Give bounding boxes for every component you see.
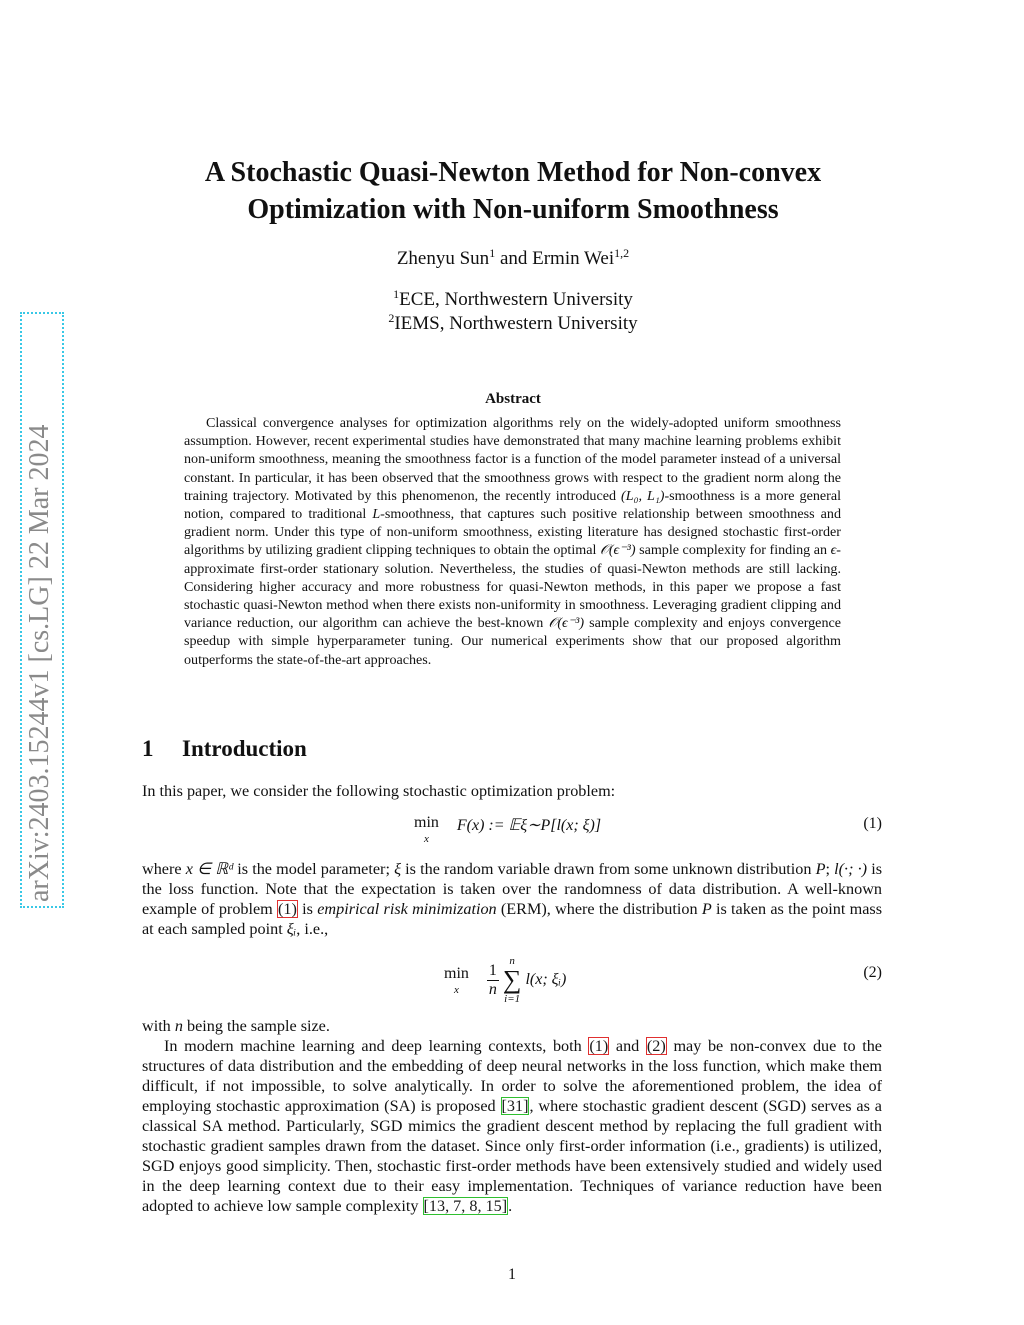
page-number: 1 xyxy=(508,1266,516,1283)
arxiv-stamp[interactable]: arXiv:2403.15244v1 [cs.LG] 22 Mar 2024 xyxy=(24,424,55,902)
citation-link[interactable]: [31] xyxy=(501,1097,529,1115)
abstract-heading: Abstract xyxy=(485,391,541,407)
author-separator: and xyxy=(495,248,533,269)
math-inline: 𝒪(ϵ⁻³) xyxy=(599,542,636,559)
equation-number: (1) xyxy=(863,815,882,832)
abstract-body: Classical convergence analyses for optimization algorithms rely on the widely-adopted uniform smoothness assumption. However, recent experimental studies have demonstrated that many machine learning problems exhibit non-uniform smoothness, meaning the smoothness factor is a function of the model parameter instead of a universal constant. In particular, it has been observed that the smoothness grows with respect to the gradient norm along the training trajectory. Motivated by this phenomenon, the recently introduced (L₀, L₁)-smoothness is a more general notion, compared to traditional L-smoothness, that captures such positive relationship between smoothness and gradient norm. Under this type of non-uniform smoothness, existing literature has designed stochastic first-order algorithms by utilizing gradient clipping techniques to obtain the optimal 𝒪(ϵ⁻³) sample complexity for finding an ϵ-approximate first-order stationary solution. Nevertheless, the studies of quasi-Newton methods are still lacking. Considering higher accuracy and more robustness for quasi-Newton methods, in this paper we propose a fast stochastic quasi-Newton method when there exists non-uniformity in smoothness. Leveraging gradient clipping and variance reduction, our algorithm can achieve the best-known 𝒪(ϵ⁻³) sample complexity and enjoys convergence speedup with simple hyperparameter tuning. Our numerical experiments show that our proposed algorithm outperforms the state-of-the-art approaches. xyxy=(184,415,841,668)
math-inline: 𝒪(ϵ⁻³) xyxy=(548,615,585,632)
author-list xyxy=(130,248,896,270)
paper-title xyxy=(130,154,896,228)
math-inline: ξ xyxy=(394,860,402,878)
section-heading xyxy=(142,736,307,762)
math-inline: P xyxy=(815,860,826,878)
equation-number: (2) xyxy=(863,964,882,981)
title-line-1: A Stochastic Quasi-Newton Method for Non-convex xyxy=(204,157,822,188)
affiliation-marker: 1 xyxy=(393,287,400,301)
equation-body: F(x) := 𝔼ξ∼P[l(x; ξ)] xyxy=(456,817,602,834)
equation-1 xyxy=(142,815,882,849)
affiliation xyxy=(130,288,896,312)
paragraph: In modern machine learning and deep learning contexts, both (1) and (2) may be non-convex due to the structures of data distribution and the embedding of deep neural networks in the loss function, which make them difficult, if not impossible, to solve analytically. In order to solve the aforementioned problem, the idea of employing stochastic approximation (SA) is proposed [31], where stochastic gradient descent (SGD) serves as a classical SA method. Particularly, SGD mimics the gradient descent method by replacing the full gradient with stochastic gradient samples drawn from the dataset. Since only first-order information (i.e., gradients) is utilized, SGD enjoys good simplicity. Then, stochastic first-order methods have been extensively studied and widely used in the deep learning context due to their easy implementation. Techniques of variance reduction have been adopted to achieve low sample complexity [13, 7, 8, 15]. xyxy=(142,1037,882,1215)
math-inline: l(·; ·) xyxy=(834,860,868,878)
paragraph: where x ∈ ℝᵈ is the model parameter; ξ is the random variable drawn from some unknown distribution P; l(·; ·) is the loss function. Note that the expectation is taken over the randomness of data distribution. A well-known example of problem (1) is empirical risk minimization (ERM), where the distribution P is taken as the point mass at each sampled point ξᵢ, i.e., xyxy=(142,860,883,938)
paragraph: In this paper, we consider the following stochastic optimization problem: xyxy=(142,782,616,800)
equation-term: l(x; ξᵢ) xyxy=(525,971,567,988)
title-line-2: Optimization with Non-uniform Smoothness xyxy=(247,194,779,225)
equation-ref-link[interactable]: (1) xyxy=(589,1037,609,1055)
affiliation-text: IEMS, Northwestern University xyxy=(394,313,638,334)
affiliation-marker: 1,2 xyxy=(614,246,630,260)
citation-link[interactable]: [13, 7, 8, 15] xyxy=(423,1197,508,1215)
math-inline: P xyxy=(701,900,712,918)
section-title: Introduction xyxy=(182,736,307,761)
author-name: Zhenyu Sun xyxy=(396,248,490,269)
min-operator: min x xyxy=(444,965,469,996)
math-inline: n xyxy=(174,1017,183,1035)
math-inline: (L₀, L₁) xyxy=(621,487,665,504)
math-inline: ϵ xyxy=(830,542,837,559)
equation-ref-link[interactable]: (1) xyxy=(278,900,297,918)
min-operator: min x xyxy=(414,814,439,845)
emphasis: empirical risk minimization xyxy=(317,900,497,918)
equation-ref-link[interactable]: (2) xyxy=(646,1037,666,1055)
section-number: 1 xyxy=(142,736,154,761)
affiliation-marker: 2 xyxy=(388,311,395,325)
math-inline: L xyxy=(372,506,381,523)
fraction: $\frac{1}{n}$ xyxy=(488,961,497,998)
math-inline: x ∈ ℝᵈ xyxy=(185,860,234,878)
math-inline: ξᵢ xyxy=(286,920,297,938)
affiliation-marker: 1 xyxy=(489,246,496,260)
affiliations xyxy=(130,288,896,336)
affiliation-text: ECE, Northwestern University xyxy=(399,289,633,310)
sum-operator: n ∑ i=1 xyxy=(502,955,522,1005)
equation-2 xyxy=(142,952,882,1004)
affiliation xyxy=(130,312,896,336)
paragraph: with n being the sample size. xyxy=(142,1017,330,1035)
author-name: Ermin Wei xyxy=(532,248,615,269)
